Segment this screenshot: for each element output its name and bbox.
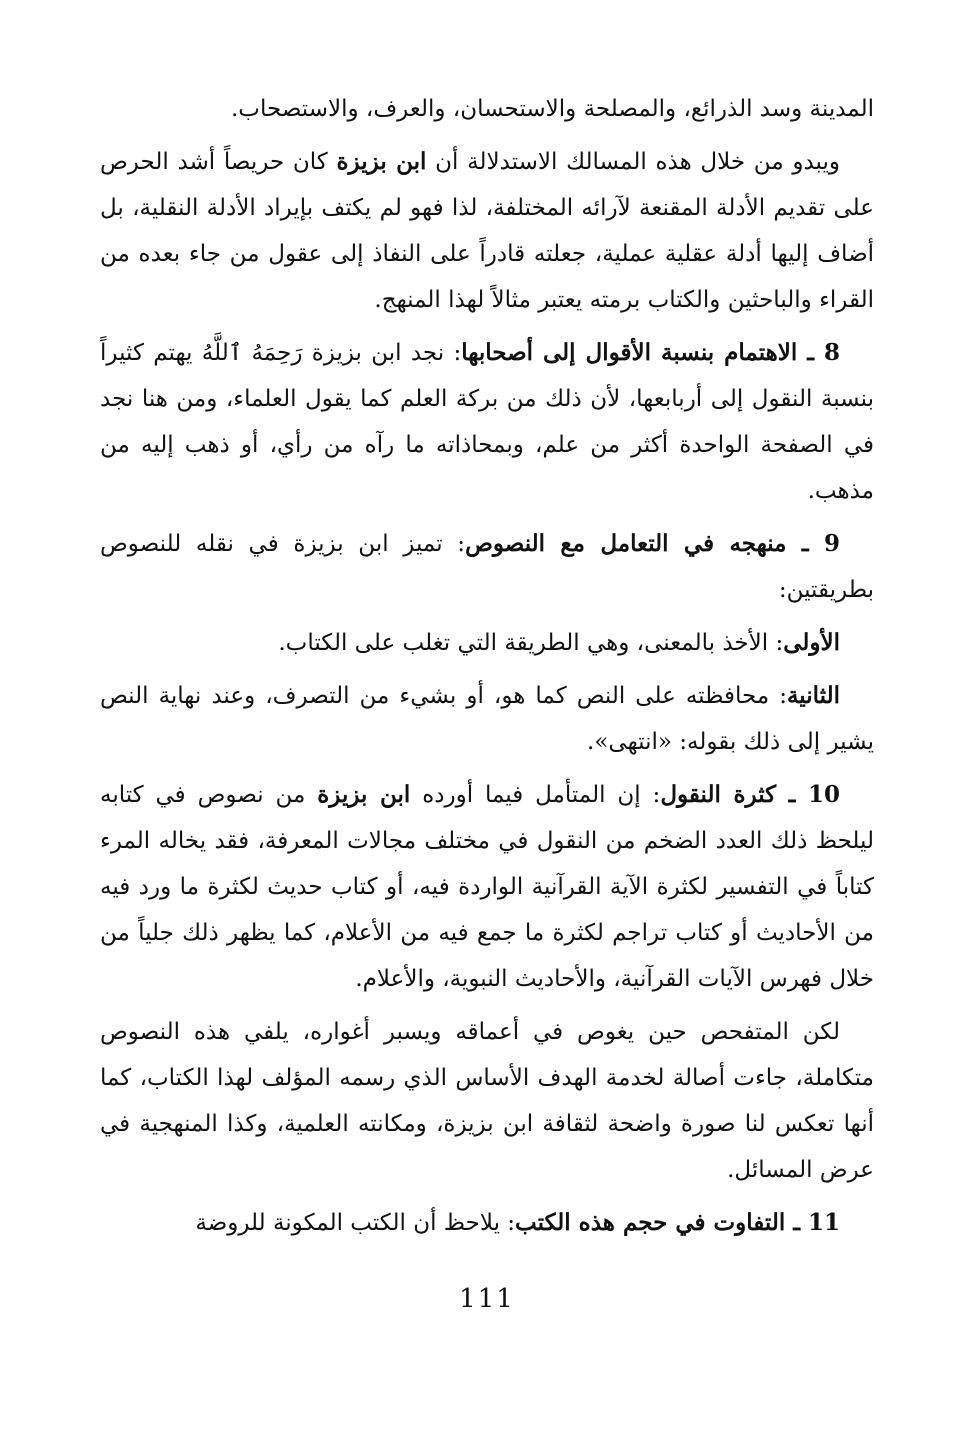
- paragraph-2-text-b: كان حريصاً أشد الحرص على تقديم الأدلة المقنعة لآرائه المختلفة، لذا فهو لم يكتف بإيراد الأدلة النقلية، بل أضاف إليها أدلة عقلية عملية، جعلته قادراً على النفاذ إلى عقول من جاء بعده من القراء والباحثين والكتاب برمته يعتبر مثالاً لهذا المنهج.: [100, 149, 874, 313]
- section-11-heading: 11 ـ التفاوت في حجم هذه الكتب: [515, 1209, 840, 1236]
- page-body: [100, 86, 874, 1253]
- section-10-author-bold: ابن بزيزة: [317, 781, 411, 808]
- paragraph-1-text: المدينة وسد الذرائع، والمصلحة والاستحسان، والعرف، والاستصحاب.: [231, 96, 874, 122]
- section-10: [100, 772, 874, 1002]
- paragraph-1: [100, 86, 874, 132]
- section-11: [100, 1200, 874, 1246]
- method-first: [100, 620, 874, 666]
- section-8: [100, 330, 874, 514]
- author-name-bold: ابن بزيزة: [336, 148, 427, 175]
- method-first-heading: الأولى: [783, 629, 840, 656]
- paragraph-2: [100, 139, 874, 323]
- section-8-heading: 8 ـ الاهتمام بنسبة الأقوال إلى أصحابها: [461, 339, 841, 366]
- section-9-heading: 9 ـ منهجه في التعامل مع النصوص: [465, 530, 841, 557]
- paragraph-8: [100, 1009, 874, 1193]
- section-8-text: : نجد ابن بزيزة رَحِمَهُ ٱللَّهُ يهتم كثيراً بنسبة النقول إلى أربابعها، لأن ذلك من بركة العلم كما يقول العلماء، ومن هنا نجد في الصفحة الواحدة أكثر من علم، وبمحاذاته ما رآه من رأي، أو ذهب إليه من مذهب.: [100, 340, 874, 504]
- section-9: [100, 521, 874, 613]
- method-first-text: : الأخذ بالمعنى، وهي الطريقة التي تغلب على الكتاب.: [278, 630, 784, 656]
- method-second-heading: الثانية: [786, 682, 840, 709]
- section-10-text-a: : إن المتأمل فيما أورده: [410, 782, 661, 808]
- section-11-text: : يلاحظ أن الكتب المكونة للروضة: [195, 1210, 516, 1236]
- method-second: [100, 673, 874, 765]
- section-9-text: : تميز ابن بزيزة في نقله للنصوص بطريقتين:: [100, 531, 874, 603]
- method-second-text: : محافظته على النص كما هو، أو بشيء من التصرف، وعند نهاية النص يشير إلى ذلك بقوله: «انتهى».: [100, 683, 874, 755]
- page-number: 111: [459, 1284, 515, 1314]
- section-10-heading: 10 ـ كثرة النقول: [660, 781, 841, 808]
- section-10-text-b: من نصوص في كتابه ليلحظ ذلك العدد الضخم من النقول في مختلف مجالات المعرفة، فقد يخاله المرء كتاباً في التفسير لكثرة الآية القرآنية الواردة فيه، أو كتاب حديث لكثرة ما ورد فيه من الأحاديث أو كتاب تراجم لكثرة ما جمع فيه من الأعلام، كما يظهر ذلك جلياً من خلال فهرس الآيات القرآنية، والأحاديث النبوية، والأعلام.: [100, 782, 874, 992]
- paragraph-8-text: لكن المتفحص حين يغوص في أعماقه ويسبر أغواره، يلفي هذه النصوص متكاملة، جاءت أصالة لخدمة الهدف الأساس الذي رسمه المؤلف لهذا الكتاب، كما أنها تعكس لنا صورة واضحة لثقافة ابن بزيزة، ومكانته العلمية، وكذا المنهجية في عرض المسائل.: [100, 1019, 874, 1183]
- paragraph-2-text-a: ويبدو من خلال هذه المسالك الاستدلالة أن: [426, 149, 840, 175]
